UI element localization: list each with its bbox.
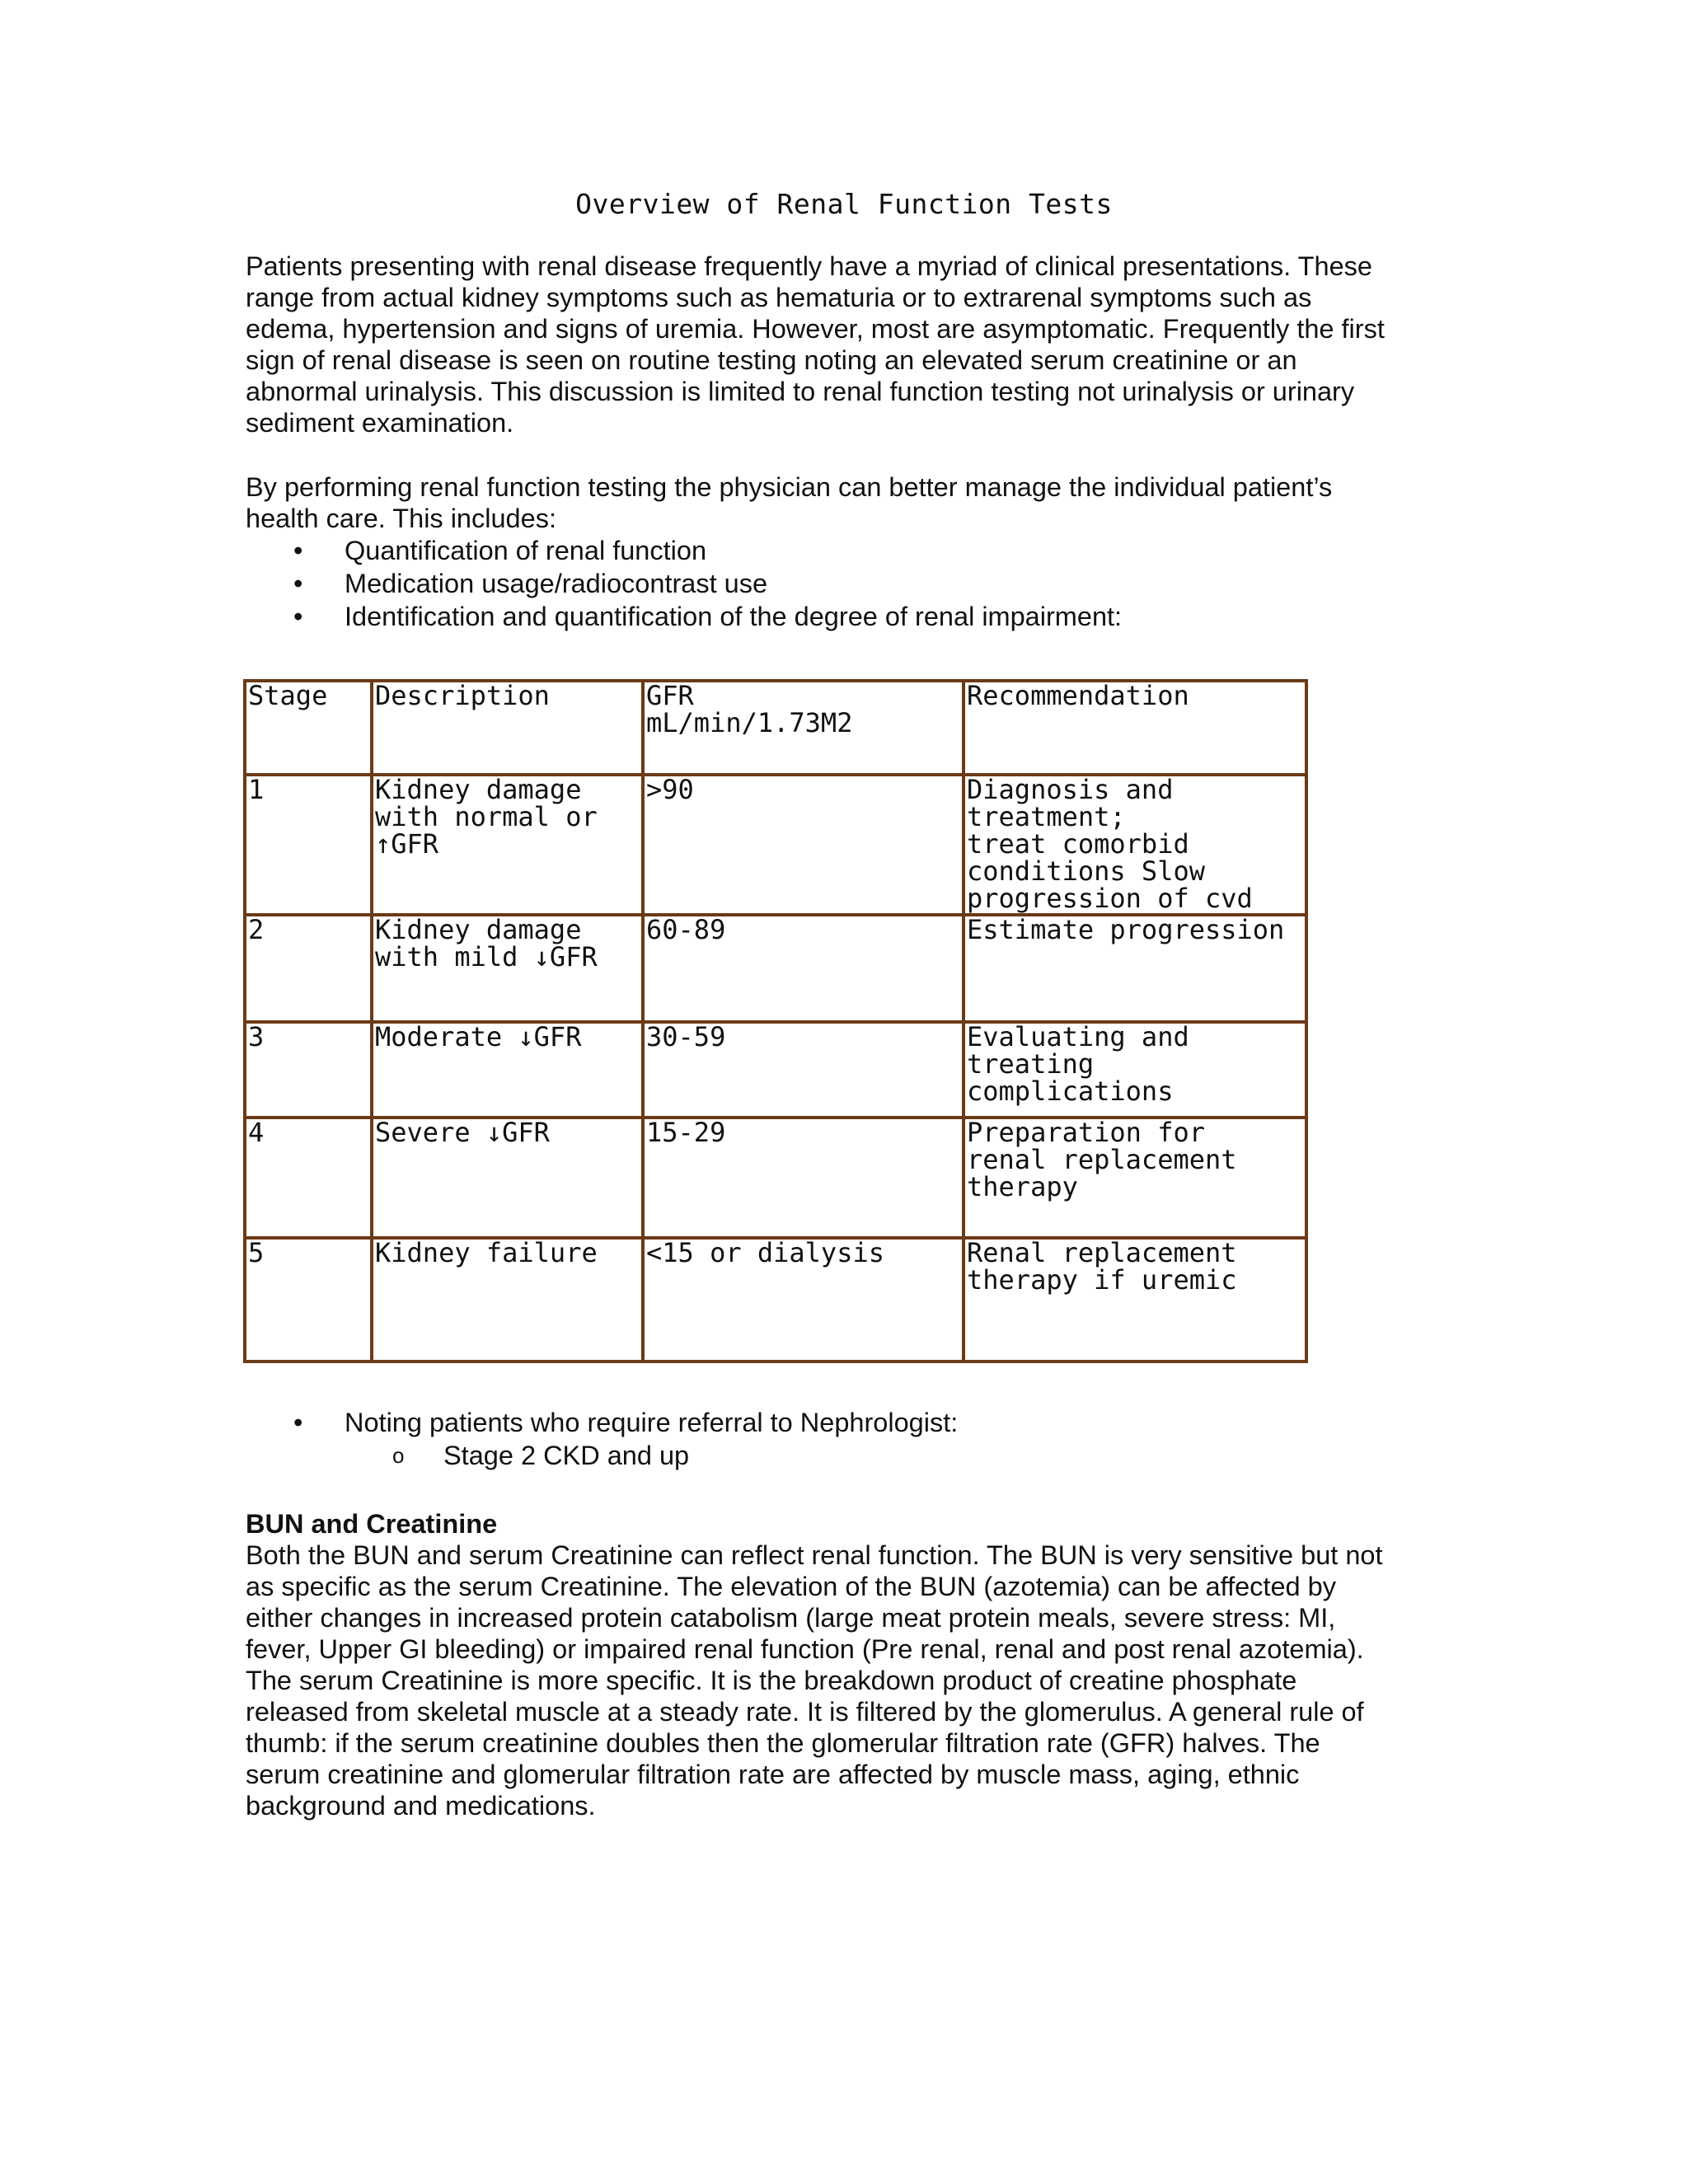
section-heading: BUN and Creatinine [246, 1509, 498, 1539]
paragraph-line: either changes in increased protein catabolism (large meat protein meals, severe stress: MI, [246, 1603, 1336, 1633]
bun-creatinine-paragraph [246, 1540, 1449, 1821]
bullet-icon: • [293, 569, 303, 598]
table-cell: 2 [245, 915, 372, 1022]
page-title: Overview of Renal Function Tests [575, 188, 1113, 220]
bullet-icon: • [293, 602, 303, 631]
circle-bullet-icon: o [392, 1443, 405, 1468]
paragraph-line: edema, hypertension and signs of uremia. However, most are asymptomatic. Frequently the first [246, 314, 1385, 344]
table-cell: 1 [245, 775, 372, 915]
bullet-icon: • [293, 1408, 303, 1437]
referral-list [246, 1406, 958, 1472]
table-cell: Renal replacement therapy if uremic [964, 1238, 1306, 1361]
paragraph-line: sediment examination. [246, 408, 514, 438]
bullet-icon: • [293, 536, 303, 565]
table-cell: Moderate ↓GFR [372, 1022, 643, 1118]
list-item-text: Quantification of renal function [345, 536, 707, 565]
table-row [245, 1022, 1306, 1118]
header-cell-gfr: GFR mL/min/1.73M2 [643, 681, 964, 775]
table-row [245, 775, 1306, 915]
table-cell: Severe ↓GFR [372, 1118, 643, 1238]
paragraph-line: sign of renal disease is seen on routine testing noting an elevated serum creatinine or an [246, 345, 1297, 375]
paragraph-line: released from skeletal muscle at a steady rate. It is filtered by the glomerulus. A general rule of [246, 1697, 1364, 1727]
table-cell: 15-29 [643, 1118, 964, 1238]
intro-paragraph [246, 251, 1449, 438]
table-cell: Kidney damage with normal or ↑GFR [372, 775, 643, 915]
list-item [246, 534, 1122, 567]
table-cell: 3 [245, 1022, 372, 1118]
table-cell: >90 [643, 775, 964, 915]
table-header-row [245, 681, 1306, 775]
list-item-text: Identification and quantification of the degree of renal impairment: [345, 602, 1123, 631]
table-cell: Kidney failure [372, 1238, 643, 1361]
list-item [246, 567, 1122, 600]
list-item-text: Medication usage/radiocontrast use [345, 569, 768, 598]
table-cell: Evaluating and treating complications [964, 1022, 1306, 1118]
sub-list-item-text: Stage 2 CKD and up [443, 1441, 690, 1470]
table-cell: Preparation for renal replacement therapy [964, 1118, 1306, 1238]
header-cell-stage: Stage [245, 681, 372, 775]
paragraph-line: fever, Upper GI bleeding) or impaired renal function (Pre renal, renal and post renal azotemia). [246, 1634, 1364, 1664]
paragraph-line: The serum Creatinine is more specific. It is the breakdown product of creatine phosphate [246, 1666, 1297, 1695]
table-cell: 60-89 [643, 915, 964, 1022]
paragraph-line: Both the BUN and serum Creatinine can reflect renal function. The BUN is very sensitive but not [246, 1540, 1383, 1570]
table-row [245, 1118, 1306, 1238]
benefits-list [246, 534, 1122, 633]
paragraph-line: Patients presenting with renal disease frequently have a myriad of clinical presentations. These [246, 251, 1372, 281]
paragraph-line: health care. This includes: [246, 504, 556, 533]
sub-list-item [246, 1439, 958, 1472]
header-cell-description: Description [372, 681, 643, 775]
list-item-text: Noting patients who require referral to Nephrologist: [345, 1408, 959, 1437]
table-cell: <15 or dialysis [643, 1238, 964, 1361]
table-cell: 4 [245, 1118, 372, 1238]
table-cell: 30-59 [643, 1022, 964, 1118]
paragraph-line: By performing renal function testing the physician can better manage the individual patient’s [246, 472, 1333, 502]
list-item [246, 600, 1122, 633]
paragraph-line: thumb: if the serum creatinine doubles then the glomerular filtration rate (GFR) halves. The [246, 1728, 1320, 1758]
testing-paragraph [246, 471, 1449, 534]
ckd-stage-table [243, 679, 1308, 1363]
header-cell-recommendation: Recommendation [964, 681, 1306, 775]
paragraph-line: abnormal urinalysis. This discussion is limited to renal function testing not urinalysis or urinary [246, 377, 1355, 406]
table-row [245, 1238, 1306, 1361]
paragraph-line: background and medications. [246, 1791, 596, 1821]
table-row [245, 915, 1306, 1022]
paragraph-line: range from actual kidney symptoms such as hematuria or to extrarenal symptoms such as [246, 283, 1312, 312]
table-cell: Kidney damage with mild ↓GFR [372, 915, 643, 1022]
table-cell: Diagnosis and treatment; treat comorbid conditions Slow progression of cvd [964, 775, 1306, 915]
table-cell: Estimate progression [964, 915, 1306, 1022]
list-item [246, 1406, 958, 1439]
table-cell: 5 [245, 1238, 372, 1361]
paragraph-line: serum creatinine and glomerular filtration rate are affected by muscle mass, aging, ethnic [246, 1760, 1300, 1789]
paragraph-line: as specific as the serum Creatinine. The elevation of the BUN (azotemia) can be affected by [246, 1572, 1336, 1601]
